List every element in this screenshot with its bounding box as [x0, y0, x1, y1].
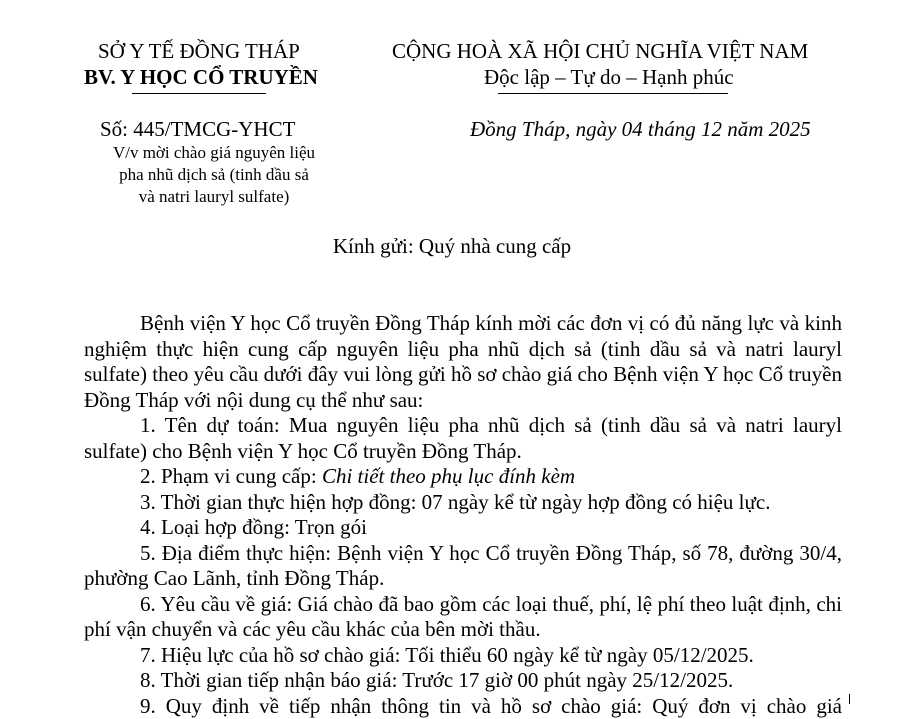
- place-date: Đồng Tháp, ngày 04 tháng 12 năm 2025: [470, 116, 811, 142]
- item-3: 3. Thời gian thực hiện hợp đồng: 07 ngày kể từ ngày hợp đồng có hiệu lực.: [84, 490, 842, 516]
- letter-body: [84, 311, 842, 719]
- item-2-value: Chi tiết theo phụ lục đính kèm: [322, 464, 575, 488]
- recipient: Kính gửi: Quý nhà cung cấp: [0, 233, 904, 259]
- agency-name: SỞ Y TẾ ĐỒNG THÁP: [98, 38, 300, 64]
- page-edge-mark: [849, 694, 850, 704]
- subject-line: V/v mời chào giá nguyên liệu: [64, 142, 364, 164]
- item-2-label: 2. Phạm vi cung cấp:: [140, 464, 322, 488]
- hospital-name: BV. Y HỌC CỔ TRUYỀN: [84, 64, 318, 90]
- item-9: 9. Quy định về tiếp nhận thông tin và hồ sơ chào giá: Quý đơn vị chào giá: [84, 694, 842, 719]
- subject-line: pha nhũ dịch sả (tinh dầu sả: [64, 164, 364, 186]
- item-7: 7. Hiệu lực của hồ sơ chào giá: Tối thiểu 60 ngày kể từ ngày 05/12/2025.: [84, 643, 842, 669]
- motto-underline: [498, 93, 728, 94]
- item-8: 8. Thời gian tiếp nhận báo giá: Trước 17 giờ 00 phút ngày 25/12/2025.: [84, 668, 842, 694]
- document-number: Số: 445/TMCG-YHCT: [100, 116, 295, 142]
- subject-block: [64, 142, 364, 208]
- national-title: CỘNG HOÀ XÃ HỘI CHỦ NGHĨA VIỆT NAM: [392, 38, 808, 64]
- subject-line: và natri lauryl sulfate): [64, 186, 364, 208]
- item-1: 1. Tên dự toán: Mua nguyên liệu pha nhũ dịch sả (tinh dầu sả và natri lauryl sulfate) cho Bệnh viện Y học Cổ truyền Đồng Tháp.: [84, 413, 842, 464]
- national-motto: Độc lập – Tự do – Hạnh phúc: [484, 64, 734, 90]
- item-6: 6. Yêu cầu về giá: Giá chào đã bao gồm các loại thuế, phí, lệ phí theo luật định, chi phí vận chuyển và các yêu cầu khác của bên mời thầu.: [84, 592, 842, 643]
- item-4: 4. Loại hợp đồng: Trọn gói: [84, 515, 842, 541]
- intro-paragraph: Bệnh viện Y học Cổ truyền Đồng Tháp kính mời các đơn vị có đủ năng lực và kinh nghiệm thực hiện cung cấp nguyên liệu pha nhũ dịch sả (tinh dầu sả và natri lauryl sulfate) theo yêu cầu dưới đây vui lòng gửi hồ sơ chào giá cho Bệnh viện Y học Cổ truyền Đồng Tháp với nội dung cụ thể như sau:: [84, 311, 842, 413]
- hospital-name-underline: [132, 93, 266, 94]
- item-2: [84, 464, 842, 490]
- item-5: 5. Địa điểm thực hiện: Bệnh viện Y học Cổ truyền Đồng Tháp, số 78, đường 30/4, phường Cao Lãnh, tỉnh Đồng Tháp.: [84, 541, 842, 592]
